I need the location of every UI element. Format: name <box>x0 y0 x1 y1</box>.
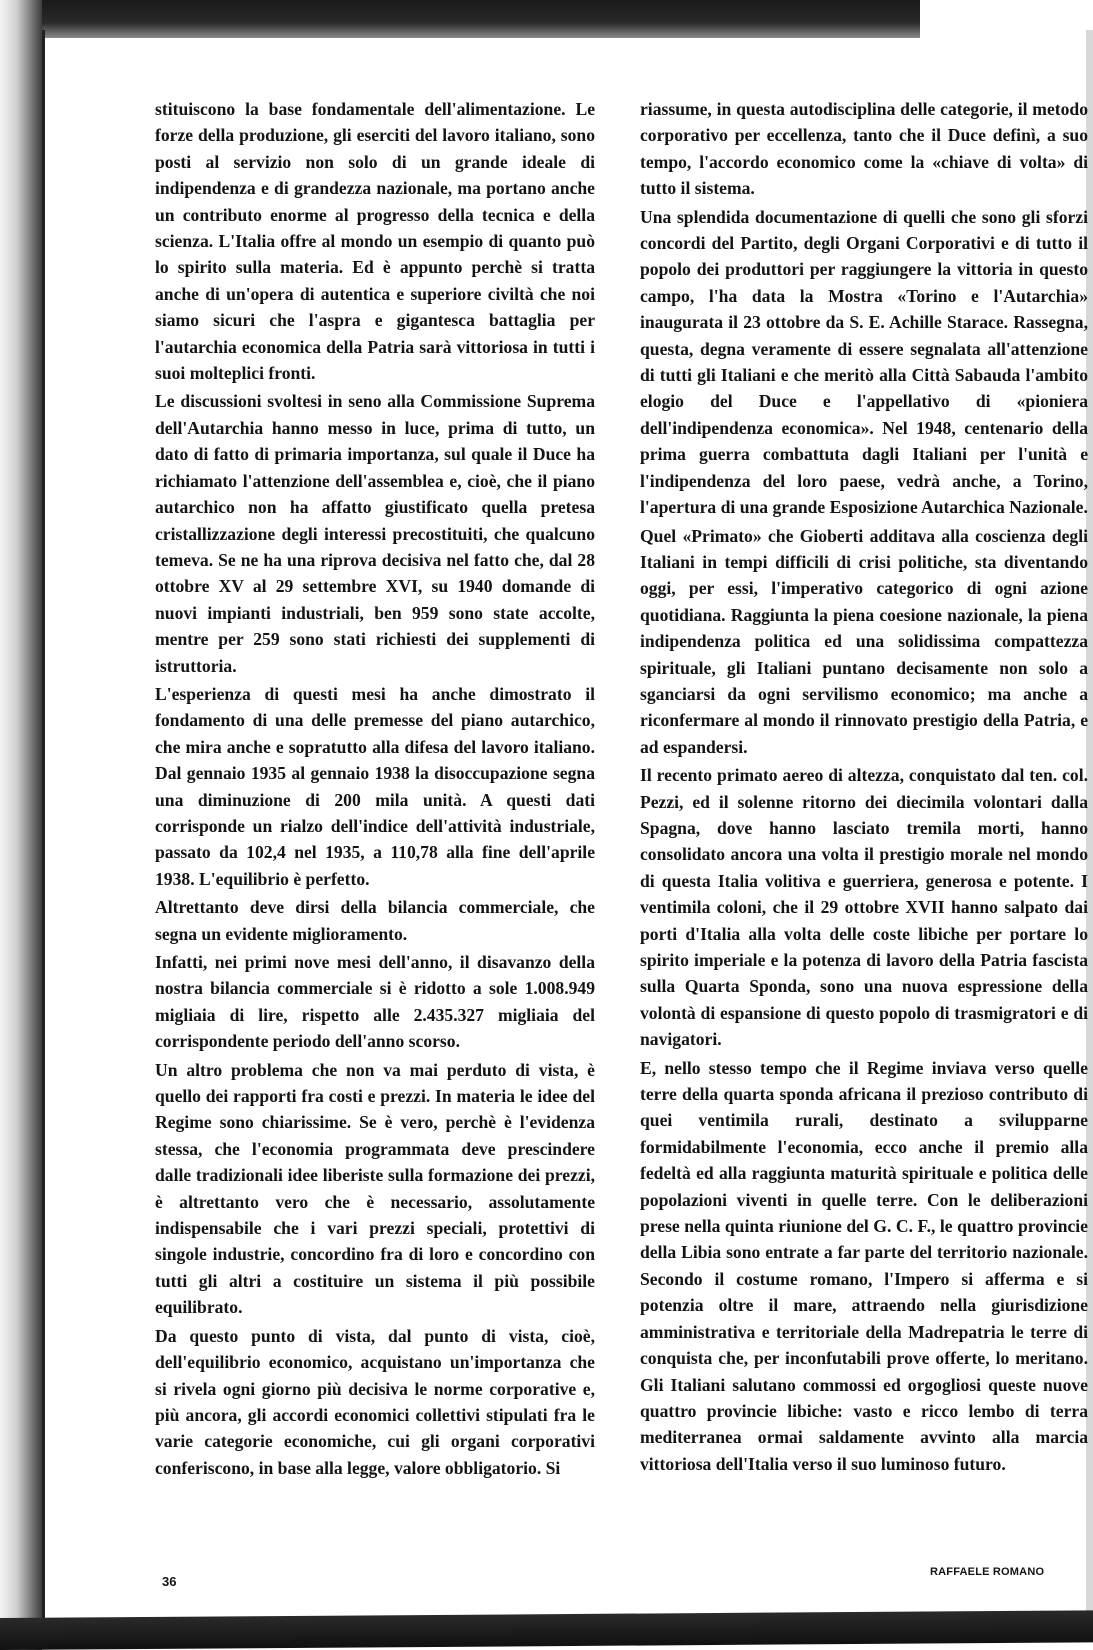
paragraph: stituiscono la base fondamentale dell'alimentazione. Le forze della produzione, gli eserciti del lavoro italiano, sono posti al servizio non solo di un grande ideale di indipendenza e di grandezza nazionale, ma portano anche un contributo enorme al progresso della tecnica e della scienza. L'Italia offre al mondo un esempio di quanto può lo spirito sulla materia. Ed è appunto perchè si tratta anche di un'opera di autentica e superiore civiltà che noi siamo sicuri che l'aspra e gigantesca battaglia per l'autarchia economica della Patria sarà vittoriosa in tutti i suoi molteplici fronti. <box>155 99 595 384</box>
paragraph: L'esperienza di questi mesi ha anche dimostrato il fondamento di una delle premesse del piano autarchico, che mira anche e sopratutto alla difesa del lavoro italiano. Dal gennaio 1935 al gennaio 1938 la disoccupazione segna una diminuzione di 200 mila unità. A questi dati corrisponde un rialzo dell'indice dell'attività industriale, passato da 102,4 nel 1935, a 110,78 alla fine dell'aprile 1938. L'equilibrio è perfetto. <box>155 683 595 889</box>
right-column <box>640 96 1088 1479</box>
paragraph: Le discussioni svoltesi in seno alla Commissione Suprema dell'Autarchia hanno messo in luce, prima di tutto, un dato di fatto di primaria importanza, sul quale il Duce ha richiamato l'attenzione dell'assemblea e, cioè, che il piano autarchico non ha affatto giustificato quella pretesa cristallizzazione degli interessi precostituiti, che qualcuno temeva. Se ne ha una riprova decisiva nel fatto che, dal 28 ottobre XV al 29 settembre XVI, su 1940 domande di nuovi impianti industriali, ben 959 sono state accolte, mentre per 259 sono stati richiesti dei supplementi di istruttoria. <box>155 391 595 676</box>
paragraph: Un altro problema che non va mai perduto di vista, è quello dei rapporti fra costi e prezzi. In materia le idee del Regime sono chiarissime. Se è vero, perchè è l'evidenza stessa, che l'economia programmata deve prescindere dalle tradizionali idee liberiste sulla formazione dei prezzi, è altrettanto vero che è necessario, assolutamente indispensabile che i vari prezzi speciali, protettivi di singole industrie, concordino fra di loro e concordino con tutti gli altri a costituire un sistema il più possibile equilibrato. <box>155 1059 595 1318</box>
paragraph: Il recento primato aereo di altezza, conquistato dal ten. col. Pezzi, ed il solenne ritorno dei diecimila volontari dalla Spagna, dove hanno lasciato tremila morti, hanno consolidato ancora una volta il prestigio morale nel mondo di questa Italia volitiva e guerriera, generosa e potente. I ventimila coloni, che il 29 ottobre XVII hanno salpato dai porti d'Italia alla volta delle coste libiche per portare lo spirito imperiale e la potenza di lavoro della Patria fascista sulla Quarta Sponda, sono una nuova espressione della volontà di espansione di questo popolo di trasmigratori e di navigatori. <box>640 765 1088 1050</box>
paragraph: Quel «Primato» che Gioberti additava alla coscienza degli Italiani in tempi difficili di crisi politiche, sta diventando oggi, per essi, l'imperativo categorico di ogni azione quotidiana. Raggiunta la piena coesione nazionale, la piena indipendenza politica ed una solidissima compattezza spirituale, gli Italiani puntano decisamente non solo a sganciarsi da ogni servilismo economico; ma anche a riconfermare al mondo il rinnovato prestigio della Patria, e ad espandersi. <box>640 525 1088 757</box>
paragraph: riassume, in questa autodisciplina delle categorie, il metodo corporativo per eccellenza, tanto che il Duce definì, a suo tempo, l'accordo economico come la «chiave di volta» di tutto il sistema. <box>640 99 1088 199</box>
author-signature: RAFFAELE ROMANO <box>930 1566 1045 1578</box>
scan-shadow-left <box>0 0 42 1650</box>
scan-margin-top-right <box>920 0 1093 12</box>
paragraph: Altrettanto deve dirsi della bilancia commerciale, che segna un evidente miglioramento. <box>155 897 595 944</box>
scan-binding-line <box>42 30 45 1620</box>
page-number: 36 <box>162 1574 177 1589</box>
paragraph: E, nello stesso tempo che il Regime inviava verso quelle terre della quarta sponda africana il prezioso contributo di quei ventimila rurali, destinato a svilupparne formidabilmente l'economia, ecco anche il premio alla fedeltà ed alla raggiunta maturità spirituale e politica delle popolazioni viventi in quelle terre. Con le deliberazioni prese nella quinta riunione del G. C. F., le quattro provincie della Libia sono entrate a far parte del territorio nazionale. Secondo il costume romano, l'Impero si afferma e si potenzia oltre il mare, attraendo nella giurisdizione amministrativa e territoriale della Madrepatria le terre di conquista che, per inconfutabili prove offerte, lo meritano. Gli Italiani salutano commossi ed orgogliosi queste nuove quattro provincie libiche: vasto e ricco lembo di terra mediterranea ormai saldamente avvinto alla marcia vittoriosa dell'Italia verso il suo luminoso futuro. <box>640 1057 1088 1474</box>
paragraph: Una splendida documentazione di quelli che sono gli sforzi concordi del Partito, degli Organi Corporativi e di tutto il popolo dei produttori per raggiungere la vittoria in questo campo, l'ha data la Mostra «Torino e l'Autarchia» inaugurata il 23 ottobre da S. E. Achille Starace. Rassegna, questa, degna veramente di essere segnalata all'attenzione di tutti gli Italiani e che meritò alla Città Sabauda l'ambito elogio del Duce e l'appellativo di «pioniera dell'indipendenza economica». Nel 1948, centenario della prima guerra combattuta dagli Italiani per l'unità e l'indipendenza del loro paese, vedrà anche, a Torino, l'apertura di una grande Esposizione Autarchica Nazionale. <box>640 206 1088 518</box>
scan-shadow-top <box>0 0 920 38</box>
paragraph: Da questo punto di vista, dal punto di vista, cioè, dell'equilibrio economico, acquistano un'importanza che si rivela ogni giorno più decisiva le norme corporative e, più ancora, gli accordi economici collettivi stipulati fra le varie categorie economiche, cui gli organi corporativi conferiscono, in base alla legge, valore obbligatorio. Si <box>155 1325 595 1478</box>
paragraph: Infatti, nei primi nove mesi dell'anno, il disavanzo della nostra bilancia commerciale si è ridotto a sole 1.008.949 migliaia di lire, rispetto alle 2.435.327 migliaia del corrispondente periodo dell'anno scorso. <box>155 952 595 1052</box>
scan-shadow-bottom <box>0 1610 1093 1650</box>
left-column <box>155 96 595 1483</box>
